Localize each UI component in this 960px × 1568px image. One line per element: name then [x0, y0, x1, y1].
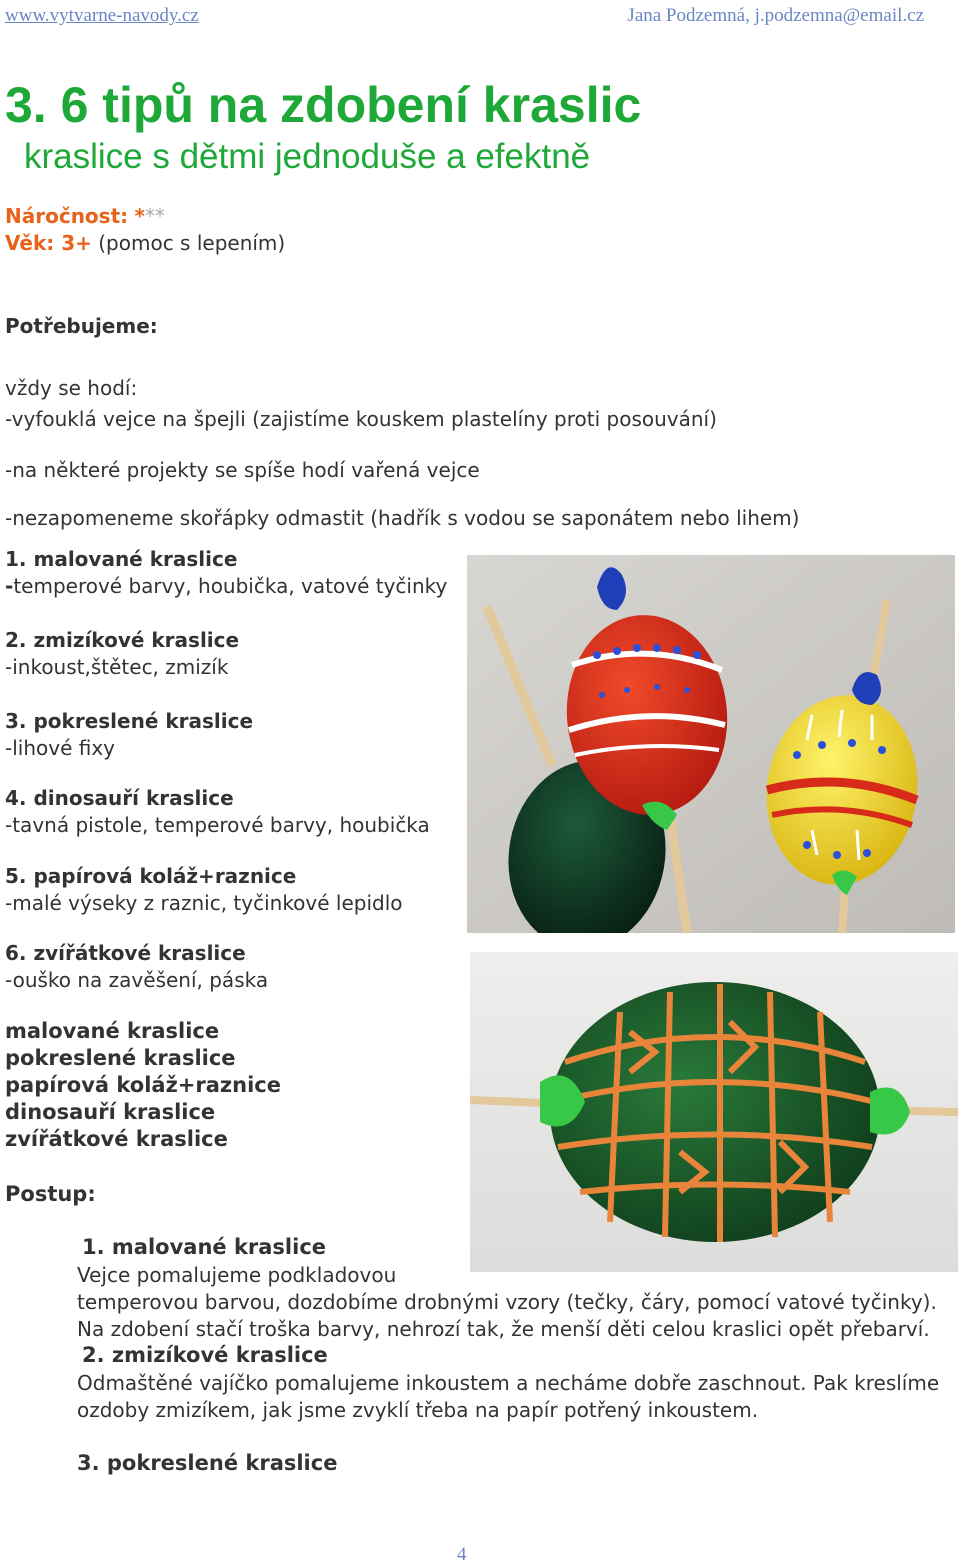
item-6-title: 6. zvířátkové kraslice: [5, 941, 246, 965]
step-2-title: 2. zmizíkové kraslice: [82, 1343, 328, 1367]
difficulty-star-empty: **: [144, 204, 165, 228]
step-2-line-1: Odmaštěné vajíčko pomalujeme inkoustem a necháme dobře zaschnout. Pak kreslíme: [77, 1371, 940, 1395]
item-1-title: 1. malované kraslice: [5, 547, 238, 571]
page-number: 4: [457, 1544, 467, 1565]
difficulty-label: Náročnost:: [5, 204, 129, 228]
item-2-desc: -inkoust,štětec, zmizík: [5, 655, 229, 679]
needs-line-1: -vyfouklá vejce na špejli (zajistíme kouskem plastelíny proti posouvání): [5, 407, 717, 431]
step-1-line-1: Vejce pomalujeme podkladovou: [77, 1263, 397, 1287]
item-5-desc: -malé výseky z raznic, tyčinkové lepidlo: [5, 891, 403, 915]
link-papirova[interactable]: papírová koláž+raznice: [5, 1073, 281, 1097]
needs-line-2: -na některé projekty se spíše hodí vařená vejce: [5, 458, 480, 482]
photo-painted-eggs: [467, 555, 955, 933]
page-subtitle: kraslice s dětmi jednoduše a efektně: [24, 137, 591, 176]
always-label: vždy se hodí:: [5, 376, 138, 400]
item-6-desc: -ouško na zavěšení, páska: [5, 968, 269, 992]
step-3-title: 3. pokreslené kraslice: [77, 1451, 338, 1475]
difficulty-star-filled: *: [134, 204, 145, 228]
item-2-title: 2. zmizíkové kraslice: [5, 628, 240, 652]
item-4-title: 4. dinosauří kraslice: [5, 786, 234, 810]
website-link[interactable]: www.vytvarne-navody.cz: [5, 5, 199, 26]
photo-pattern-egg: [470, 952, 958, 1272]
link-dinosauri[interactable]: dinosauří kraslice: [5, 1100, 216, 1124]
photo-pattern-egg-svg: [470, 952, 958, 1272]
needs-line-3: -nezapomeneme skořápky odmastit (hadřík s vodou se saponátem nebo lihem): [5, 506, 800, 530]
age-line: [5, 231, 285, 255]
item-3-desc: -lihové fixy: [5, 736, 116, 760]
link-zviratkove[interactable]: zvířátkové kraslice: [5, 1127, 228, 1151]
item-1-desc-text: temperové barvy, houbička, vatové tyčinky: [13, 574, 448, 598]
page-title: 3. 6 tipů na zdobení kraslic: [5, 77, 642, 133]
step-1-line-3: Na zdobení stačí troška barvy, nehrozí tak, že menší děti celou kraslici opět přebarví.: [77, 1317, 930, 1341]
age-label: Věk: 3+: [5, 231, 92, 255]
step-1-title: 1. malované kraslice: [82, 1235, 327, 1259]
procedure-heading: Postup:: [5, 1182, 96, 1206]
item-1-desc: [5, 574, 447, 598]
item-5-title: 5. papírová koláž+raznice: [5, 864, 297, 888]
item-1-desc-dash: -: [5, 574, 14, 598]
link-malovane[interactable]: malované kraslice: [5, 1019, 220, 1043]
item-3-title: 3. pokreslené kraslice: [5, 709, 254, 733]
needs-heading: Potřebujeme:: [5, 314, 158, 338]
author-contact[interactable]: Jana Podzemná, j.podzemna@email.cz: [627, 5, 924, 26]
age-note: (pomoc s lepením): [91, 231, 286, 255]
step-2-line-2: ozdoby zmizíkem, jak jsme zvyklí třeba na papír potřený inkoustem.: [77, 1398, 759, 1422]
item-4-desc: -tavná pistole, temperové barvy, houbička: [5, 813, 430, 837]
photo-painted-eggs-svg: [467, 555, 955, 933]
difficulty-line: [5, 204, 165, 228]
step-1-line-2: temperovou barvou, dozdobíme drobnými vzory (tečky, čáry, pomocí vatové tyčinky).: [77, 1290, 937, 1314]
link-pokreslene[interactable]: pokreslené kraslice: [5, 1046, 236, 1070]
